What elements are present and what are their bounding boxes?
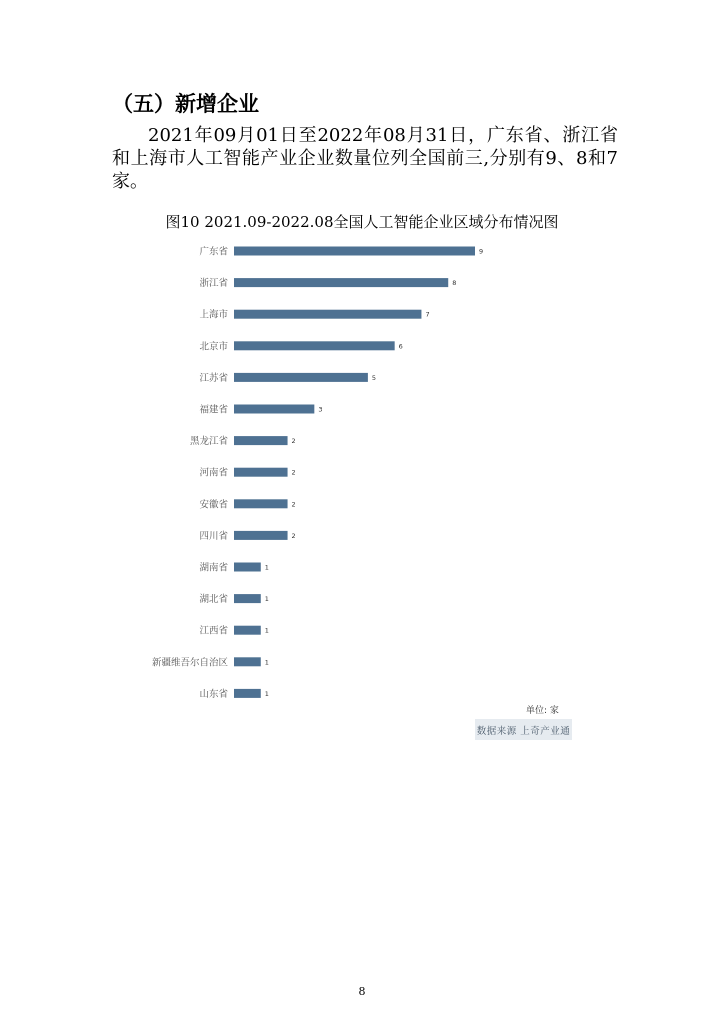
category-label: 广东省 bbox=[199, 246, 228, 258]
category-label: 湖北省 bbox=[199, 594, 228, 606]
bar bbox=[234, 247, 475, 256]
category-label: 河南省 bbox=[199, 467, 228, 479]
figure-caption: 图10 2021.09-2022.08全国人工智能企业区域分布情况图 bbox=[165, 213, 559, 231]
data-label: 2 bbox=[291, 500, 296, 509]
category-label: 江西省 bbox=[199, 625, 228, 637]
category-label: 四川省 bbox=[199, 530, 228, 542]
data-label: 3 bbox=[318, 405, 323, 414]
region-distribution-bar-chart bbox=[0, 236, 724, 702]
category-label: 江苏省 bbox=[199, 372, 228, 384]
data-label: 8 bbox=[452, 279, 457, 288]
category-label: 黑龙江省 bbox=[189, 436, 228, 448]
bar bbox=[234, 531, 288, 540]
bar bbox=[234, 436, 288, 445]
data-label: 7 bbox=[425, 310, 430, 319]
category-label: 新疆维吾尔自治区 bbox=[151, 657, 228, 669]
data-source-label: 数据来源 上奇产业通 bbox=[475, 719, 572, 740]
data-label: 9 bbox=[479, 247, 484, 256]
category-label: 上海市 bbox=[199, 309, 228, 321]
bar bbox=[234, 310, 421, 319]
data-label: 1 bbox=[264, 626, 269, 635]
bar bbox=[234, 563, 261, 572]
page-number: 8 bbox=[358, 985, 366, 998]
data-label: 1 bbox=[264, 658, 269, 667]
category-label: 福建省 bbox=[199, 404, 228, 416]
section-heading: （五）新增企业 bbox=[112, 92, 259, 116]
data-label: 2 bbox=[291, 531, 296, 540]
category-label: 湖南省 bbox=[199, 562, 228, 574]
bar bbox=[234, 278, 448, 287]
data-label: 2 bbox=[291, 468, 296, 477]
bar bbox=[234, 468, 288, 477]
unit-label: 单位: 家 bbox=[526, 706, 559, 716]
bar bbox=[234, 626, 261, 635]
category-label: 山东省 bbox=[199, 688, 228, 700]
data-label: 2 bbox=[291, 437, 296, 446]
bar bbox=[234, 657, 261, 666]
data-label: 5 bbox=[371, 373, 377, 382]
data-label: 1 bbox=[264, 595, 269, 604]
category-label: 安徽省 bbox=[199, 499, 228, 511]
data-label: 1 bbox=[264, 563, 269, 572]
bar bbox=[234, 373, 368, 382]
category-label: 浙江省 bbox=[199, 278, 228, 290]
bar bbox=[234, 341, 395, 350]
bar bbox=[234, 499, 288, 508]
bar bbox=[234, 594, 261, 603]
bar bbox=[234, 405, 314, 414]
category-label: 北京市 bbox=[199, 341, 228, 353]
bar bbox=[234, 689, 261, 698]
data-label: 6 bbox=[398, 342, 403, 351]
data-label: 1 bbox=[264, 689, 269, 698]
body-paragraph: 2021年09月01日至2022年08月31日，广东省、浙江省和上海市人工智能产业企业数量位列全国前三,分别有9、8和7家。 bbox=[112, 125, 618, 192]
